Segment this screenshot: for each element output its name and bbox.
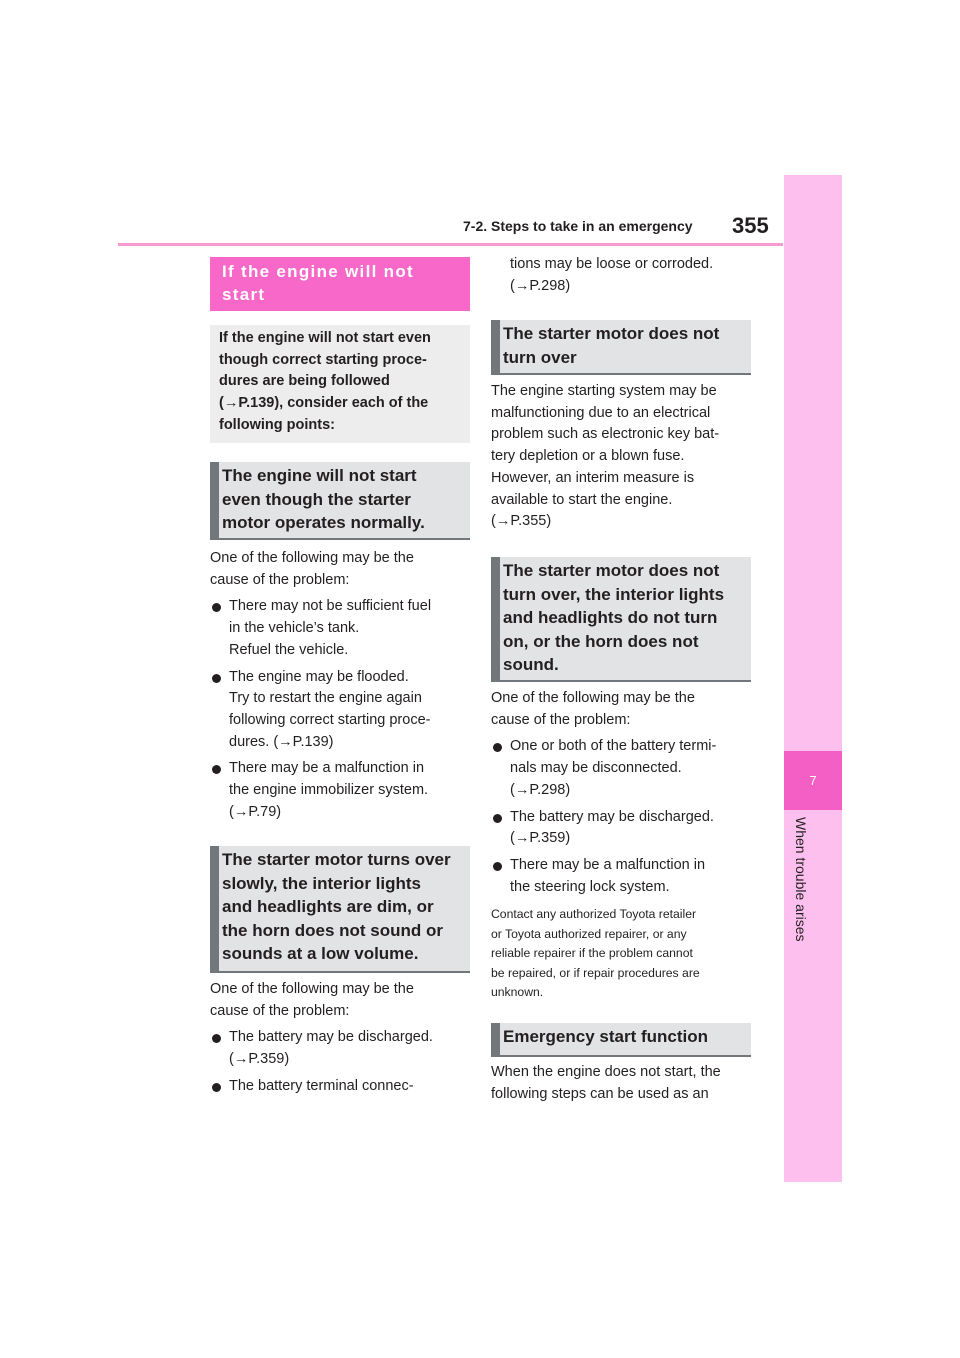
bullet-item [491, 807, 751, 850]
paragraph-line: cause of the problem: [491, 711, 631, 728]
section-heading-starter-slow [210, 846, 470, 973]
bullet-line: following correct starting proce- [229, 711, 431, 728]
main-heading: If the engine will not start [210, 257, 470, 311]
bullet-line: There may not be sufficient fuel [229, 598, 432, 615]
heading-line: sounds at a low volume. [222, 944, 419, 963]
bullet-line: (→P.79) [229, 803, 282, 820]
chapter-number-box [784, 751, 842, 810]
paragraph-line: (→P.298) [510, 277, 571, 294]
continued-bullet [491, 254, 751, 297]
intro-line: though correct starting proce- [219, 351, 427, 368]
heading-line: Emergency start function [503, 1027, 708, 1046]
bullet-line: dures. (→P.139) [229, 733, 334, 750]
note-line: be repaired, or if repair procedures are [491, 965, 700, 980]
heading-line: sound. [503, 655, 559, 674]
paragraph-line: The engine starting system may be [491, 383, 717, 399]
paragraph-line: following steps can be used as an [491, 1085, 709, 1102]
bullet-line: (→P.359) [510, 830, 571, 847]
heading-line: even though the starter [222, 489, 411, 509]
section-heading-starter-no-turn [491, 320, 751, 375]
paragraph-line: When the engine does not start, the [491, 1064, 721, 1080]
heading-line: The starter motor does not [503, 561, 720, 580]
bullet-line: in the vehicle’s tank. [229, 620, 360, 637]
header-rule [118, 243, 783, 246]
bullet-item [210, 596, 470, 661]
heading-line: the horn does not sound or [222, 920, 443, 940]
heading-line: and headlights are dim, or [222, 897, 434, 916]
intro-line: following points: [219, 416, 335, 433]
bullet-item [210, 1027, 470, 1070]
section-body-emergency-start [491, 1062, 751, 1105]
bullet-line: (→P.298) [510, 781, 571, 798]
intro-box [210, 325, 470, 443]
intro-line: (→P.139), consider each of the [219, 395, 429, 412]
chapter-number: 7 [809, 773, 817, 788]
bullet-line: the engine immobilizer system. [229, 782, 429, 799]
bullet-line: nals may be disconnected. [510, 760, 682, 777]
paragraph-line: malfunctioning due to an electrical [491, 404, 711, 421]
note-line: reliable repairer if the problem cannot [491, 946, 693, 961]
bullet-item [210, 758, 470, 823]
bullet-line: the steering lock system. [510, 878, 670, 895]
paragraph-line: cause of the problem: [210, 571, 350, 588]
heading-line: slowly, the interior lights [222, 873, 421, 893]
note-text [491, 905, 751, 1002]
bullet-item [210, 1076, 470, 1098]
intro-line: dures are being followed [219, 373, 390, 390]
heading-line: turn over, the interior lights [503, 584, 725, 604]
section-body-starter-slow [210, 979, 470, 1098]
note-line: or Toyota authorized repairer, or any [491, 926, 687, 941]
bullet-line: One or both of the battery termi- [510, 738, 717, 755]
chapter-side-tab [784, 175, 842, 1182]
bullet-line: The battery terminal connec- [229, 1077, 414, 1094]
bullet-line: (→P.359) [229, 1051, 290, 1068]
paragraph-line: One of the following may be the [210, 981, 414, 997]
section-heading-no-power [491, 557, 751, 682]
heading-line: The starter motor turns over [222, 850, 451, 869]
section-heading-starter-operates [210, 462, 470, 540]
bullet-line: The battery may be discharged. [229, 1029, 433, 1046]
bullet-line: There may be a malfunction in [510, 856, 706, 873]
chapter-title: When trouble arises [793, 817, 809, 942]
heading-line: on, or the horn does not [503, 631, 699, 651]
paragraph-line: (→P.355) [491, 513, 552, 530]
bullet-item [491, 855, 751, 898]
intro-line: If the engine will not start even [219, 330, 431, 346]
paragraph-line: tery depletion or a blown fuse. [491, 448, 685, 465]
paragraph-line: One of the following may be the [210, 550, 414, 566]
bullet-item [491, 736, 751, 801]
bullet-line: There may be a malfunction in [229, 760, 425, 777]
paragraph-line: problem such as electronic key bat- [491, 426, 720, 443]
section-body-starter-operates [210, 548, 470, 823]
bullet-line: The battery may be discharged. [510, 808, 714, 825]
heading-line: motor operates normally. [222, 513, 425, 532]
note-line: Contact any authorized Toyota retailer [491, 907, 697, 922]
heading-line: The engine will not start [222, 466, 417, 485]
paragraph-line: However, an interim measure is [491, 469, 695, 486]
section-body-no-power [491, 688, 751, 1002]
page-number: 355 [732, 213, 769, 238]
paragraph-line: One of the following may be the [491, 690, 695, 706]
section-heading-emergency-start [491, 1023, 751, 1057]
paragraph-line: tions may be loose or corroded. [510, 256, 714, 272]
heading-line: The starter motor does not [503, 324, 720, 343]
bullet-line: Refuel the vehicle. [229, 641, 349, 658]
heading-line: turn over [503, 347, 577, 367]
paragraph-line: cause of the problem: [210, 1002, 350, 1019]
section-title: 7-2. Steps to take in an emergency [463, 218, 693, 234]
section-body-starter-no-turn [491, 381, 751, 533]
heading-line: and headlights do not turn [503, 608, 718, 627]
bullet-line: Try to restart the engine again [229, 690, 422, 707]
bullet-line: The engine may be flooded. [229, 668, 409, 685]
bullet-item [210, 667, 470, 754]
paragraph-line: available to start the engine. [491, 491, 673, 508]
note-line: unknown. [491, 984, 544, 999]
